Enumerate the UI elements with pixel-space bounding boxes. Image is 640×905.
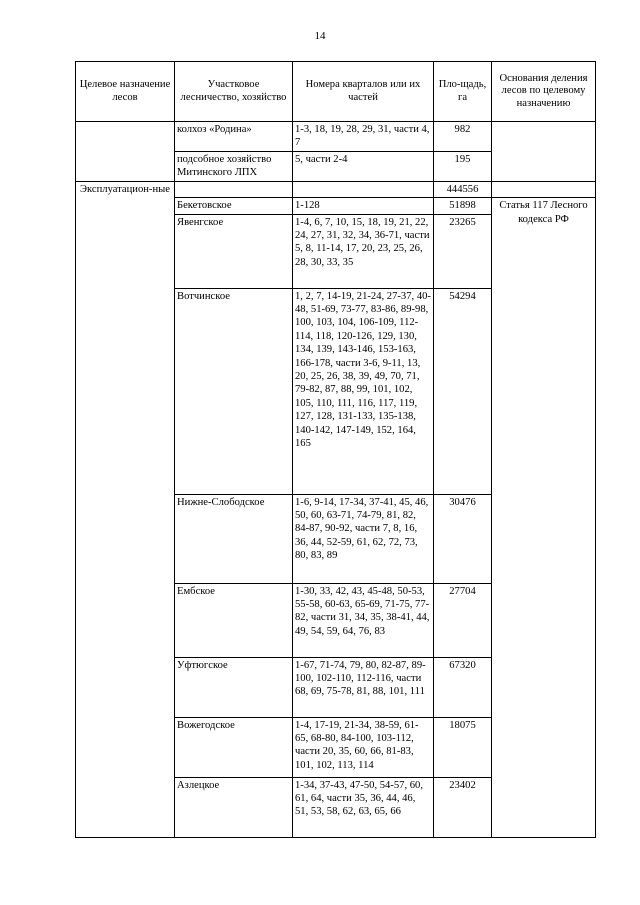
forestry-cell: Вотчинское bbox=[175, 288, 293, 494]
area-cell: 67320 bbox=[434, 657, 492, 717]
forestry-cell: Ембское bbox=[175, 583, 293, 657]
quarters-cell: 1, 2, 7, 14-19, 21-24, 27-37, 40-48, 51-69, 73-77, 83-86, 89-98, 100, 103, 104, 106-109, 112-114, 118, 120-126, 129, 130, 134, 139, 143-146, 153-163, 166-178, части 3-6, 9-11, 13, 20, 25, 26, 38, 39, 49, 70, 71, 79-82, 87, 88, 99, 101, 102, 105, 110, 111, 116, 117, 119, 127, 128, 131-133, 135-138, 140-142, 147-149, 152, 164, 165 bbox=[293, 288, 434, 494]
basis-cell: Статья 117 Лесного кодекса РФ bbox=[492, 198, 596, 837]
forestry-cell: Вожегодское bbox=[175, 717, 293, 777]
forestry-cell: Нижне-Слободское bbox=[175, 494, 293, 583]
quarters-cell: 1-34, 37-43, 47-50, 54-57, 60, 61, 64, части 35, 36, 44, 46, 51, 53, 58, 62, 63, 65, 66 bbox=[293, 777, 434, 837]
header-purpose: Целевое назначение лесов bbox=[76, 62, 175, 122]
quarters-cell: 5, части 2-4 bbox=[293, 151, 434, 181]
header-forestry: Участковое лесничество, хозяйство bbox=[175, 62, 293, 122]
table-row bbox=[76, 122, 596, 152]
quarters-cell: 1-30, 33, 42, 43, 45-48, 50-53, 55-58, 60-63, 65-69, 71-75, 77-82, части 31, 34, 35, 38-41, 44, 49, 54, 59, 64, 76, 83 bbox=[293, 583, 434, 657]
header-row bbox=[76, 62, 596, 122]
forestry-cell: Бекетовское bbox=[175, 198, 293, 214]
area-cell: 23265 bbox=[434, 214, 492, 288]
quarters-cell-empty bbox=[293, 181, 434, 197]
header-quarters: Номера кварталов или их частей bbox=[293, 62, 434, 122]
forest-purpose-table bbox=[75, 61, 596, 838]
total-area-cell: 444556 bbox=[434, 181, 492, 197]
purpose-cell: Эксплуатацион-ные bbox=[76, 181, 175, 837]
forestry-cell: Уфтюгское bbox=[175, 657, 293, 717]
quarters-cell: 1-6, 9-14, 17-34, 37-41, 45, 46, 50, 60, 63-71, 74-79, 81, 82, 84-87, 90-92, части 7, 8, 16, 36, 44, 52-59, 61, 62, 72, 73, 80, 83, 89 bbox=[293, 494, 434, 583]
basis-cell-empty bbox=[492, 122, 596, 182]
area-cell: 30476 bbox=[434, 494, 492, 583]
area-cell: 51898 bbox=[434, 198, 492, 214]
forestry-cell: колхоз «Родина» bbox=[175, 122, 293, 152]
header-area: Пло-щадь, га bbox=[434, 62, 492, 122]
quarters-cell: 1-4, 6, 7, 10, 15, 18, 19, 21, 22, 24, 27, 31, 32, 34, 36-71, части 5, 8, 11-14, 17, 20, 23, 25, 26, 28, 30, 33, 35 bbox=[293, 214, 434, 288]
forestry-cell: Азлецкое bbox=[175, 777, 293, 837]
page-number: 14 bbox=[314, 30, 326, 42]
forestry-cell: Явенгское bbox=[175, 214, 293, 288]
quarters-cell: 1-4, 17-19, 21-34, 38-59, 61-65, 68-80, 84-100, 103-112, части 20, 35, 60, 66, 81-83, 101, 102, 113, 114 bbox=[293, 717, 434, 777]
purpose-cell-empty bbox=[76, 122, 175, 182]
area-cell: 982 bbox=[434, 122, 492, 152]
forestry-cell-empty bbox=[175, 181, 293, 197]
quarters-cell: 1-67, 71-74, 79, 80, 82-87, 89-100, 102-110, 112-116, части 68, 69, 75-78, 81, 88, 101, 111 bbox=[293, 657, 434, 717]
area-cell: 54294 bbox=[434, 288, 492, 494]
quarters-cell: 1-3, 18, 19, 28, 29, 31, части 4, 7 bbox=[293, 122, 434, 152]
area-cell: 23402 bbox=[434, 777, 492, 837]
group-total-row bbox=[76, 181, 596, 197]
area-cell: 18075 bbox=[434, 717, 492, 777]
header-basis: Основания деления лесов по целевому назначению bbox=[492, 62, 596, 122]
forestry-cell: подсобное хозяйство Митинского ЛПХ bbox=[175, 151, 293, 181]
quarters-cell: 1-128 bbox=[293, 198, 434, 214]
area-cell: 27704 bbox=[434, 583, 492, 657]
area-cell: 195 bbox=[434, 151, 492, 181]
basis-cell-empty bbox=[492, 181, 596, 197]
